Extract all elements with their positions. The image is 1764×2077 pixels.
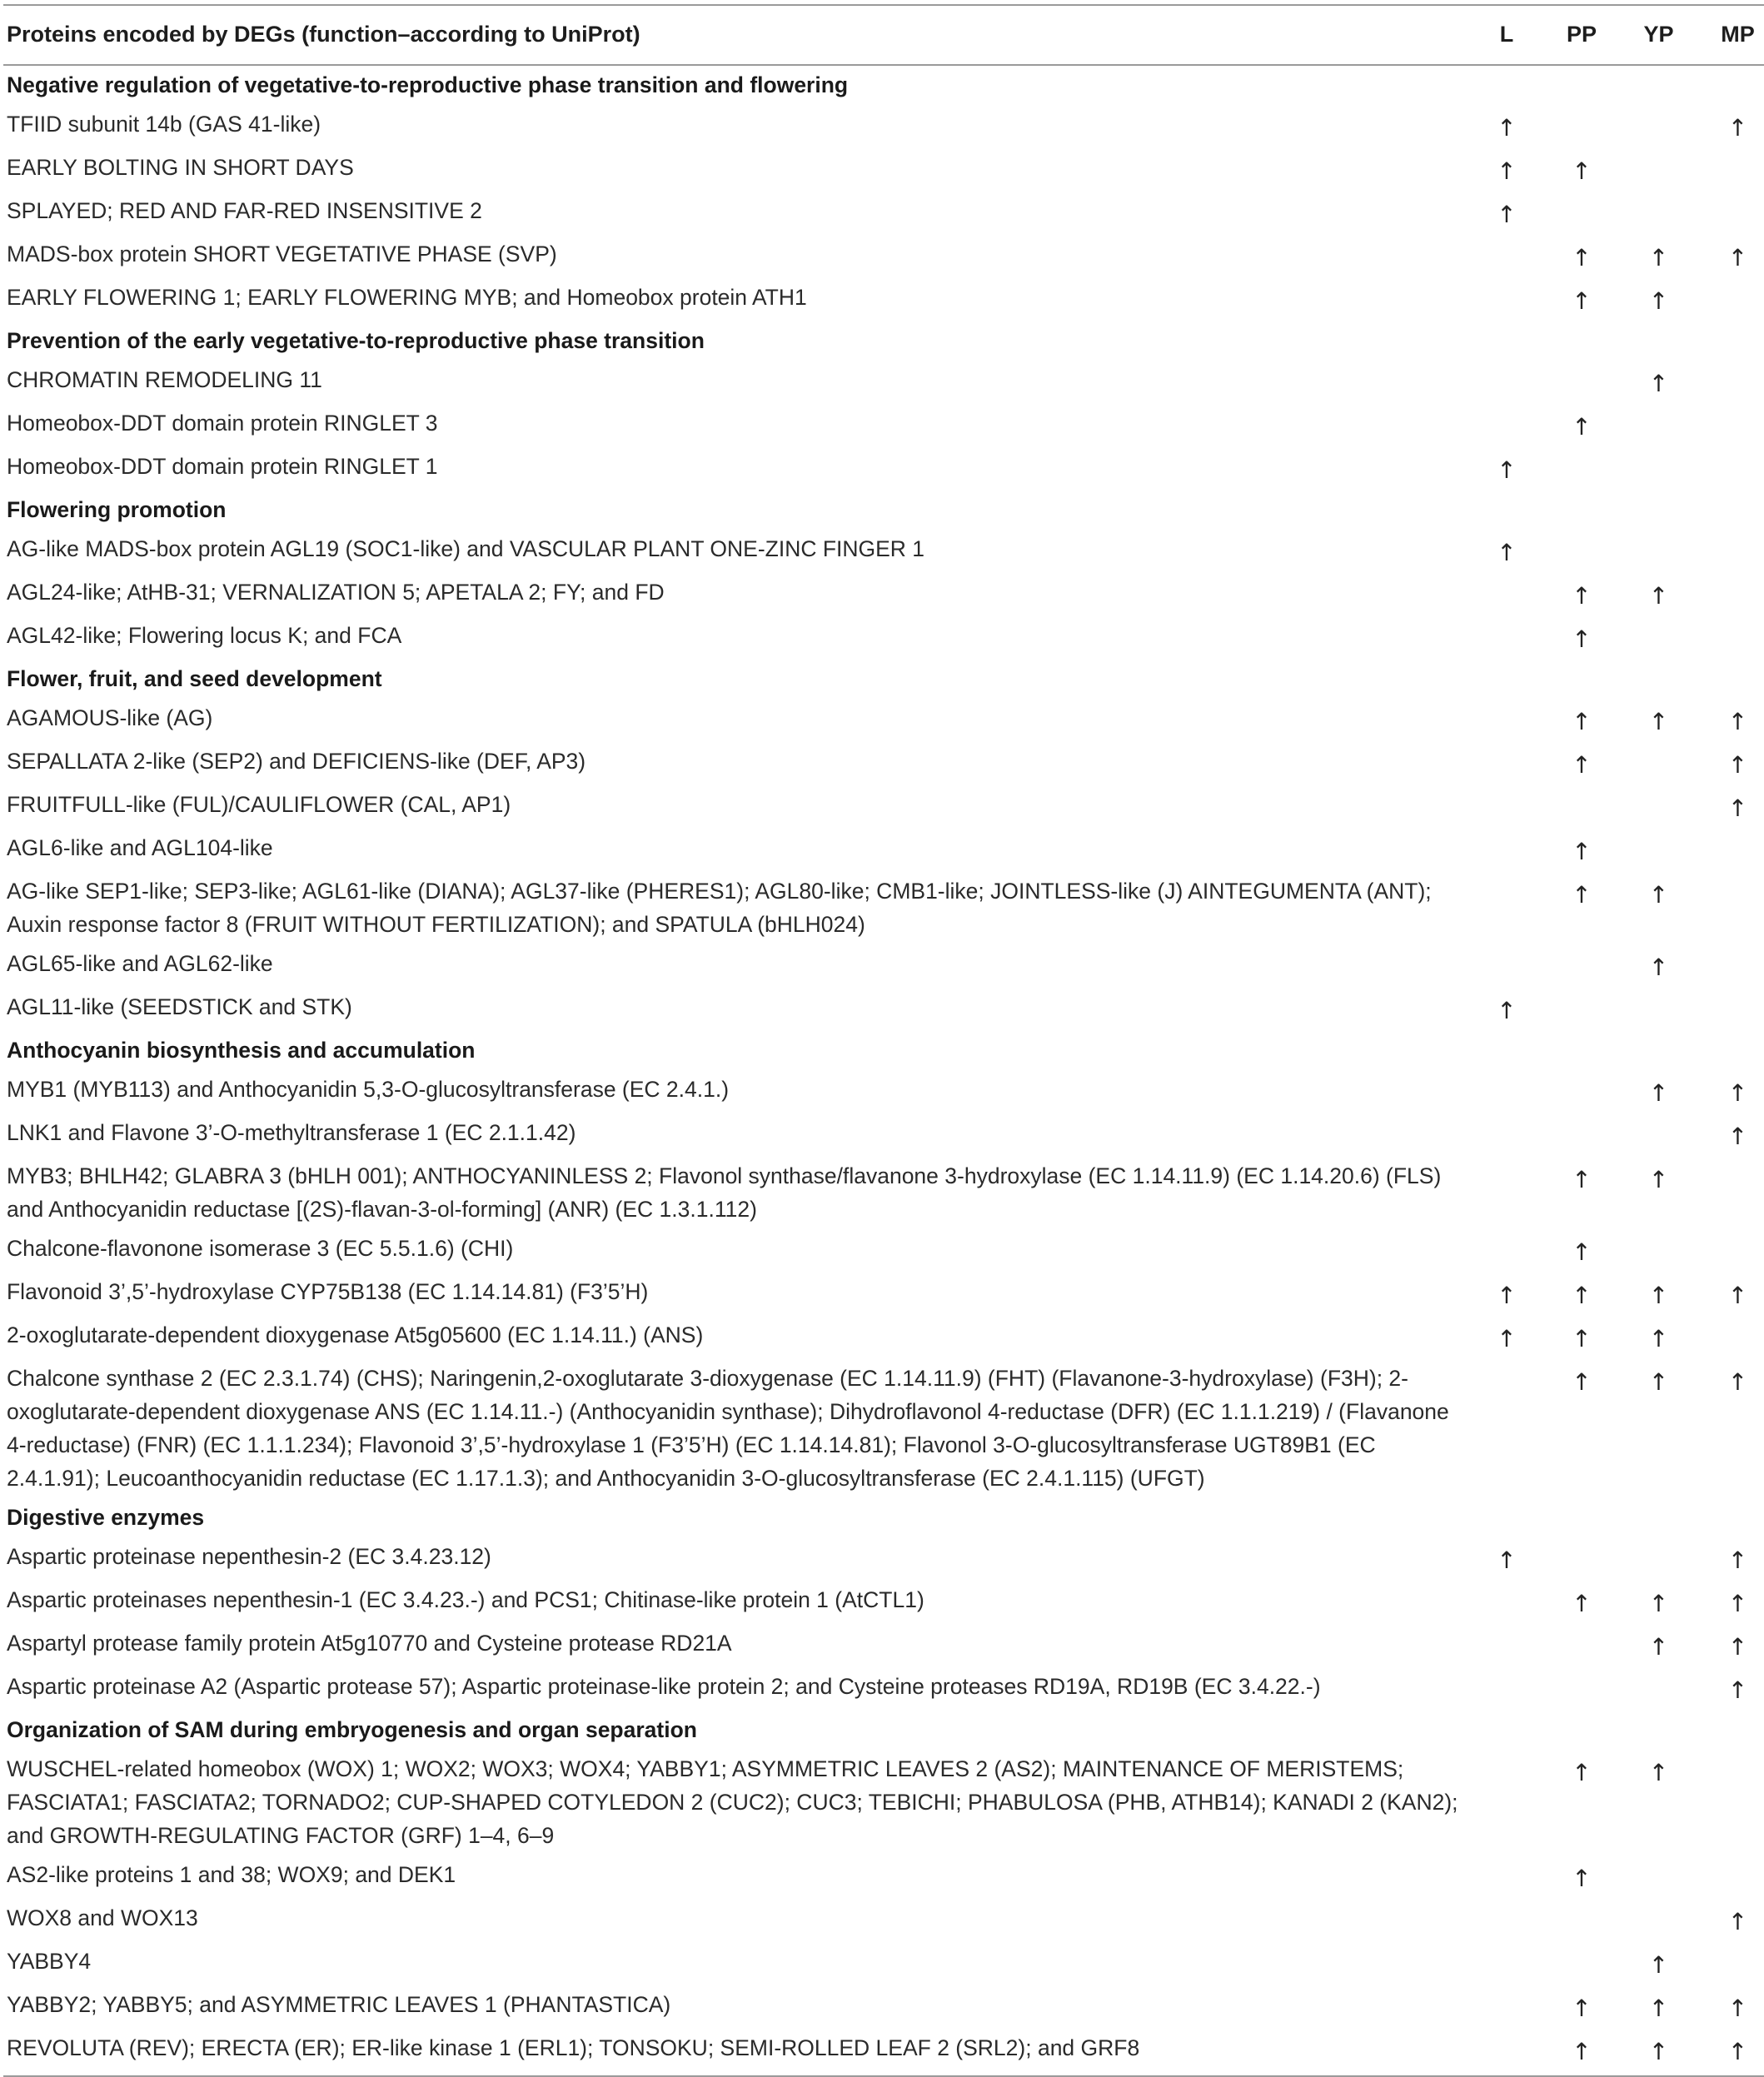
up-arrow-icon: ↑ <box>1572 1282 1592 1309</box>
mark-cell-mp <box>1698 988 1764 1031</box>
mark-cell-yp <box>1619 105 1698 148</box>
header-proteins: Proteins encoded by DEGs (function–according to UniProt) <box>3 5 1469 65</box>
mark-cell-mp <box>1698 447 1764 491</box>
mark-cell-l <box>1469 1942 1544 1985</box>
mark-cell-l <box>1469 361 1544 404</box>
protein-name-cell: LNK1 and Flavone 3’-O-methyltransferase 1 (EC 2.1.1.42) <box>7 1120 576 1145</box>
protein-name-cell: Flavonoid 3’,5’-hydroxylase CYP75B138 (EC 1.14.14.81) (F3’5’H) <box>7 1279 649 1304</box>
section-row <box>3 1711 1764 1750</box>
mark-cell-yp <box>1619 944 1698 988</box>
mark-cell-yp <box>1619 235 1698 278</box>
mark-cell-yp <box>1619 616 1698 660</box>
protein-name-cell: AGAMOUS-like (AG) <box>7 705 213 730</box>
table-row <box>3 1942 1764 1985</box>
mark-cell-pp <box>1544 1985 1619 2029</box>
up-arrow-icon: ↑ <box>1572 708 1592 735</box>
protein-name-cell: MYB1 (MYB113) and Anthocyanidin 5,3-O-glucosyltransferase (EC 2.4.1.) <box>7 1077 730 1102</box>
mark-cell-mp <box>1698 872 1764 944</box>
mark-cell-pp <box>1544 1667 1619 1711</box>
mark-cell-pp <box>1544 192 1619 235</box>
section-heading: Negative regulation of vegetative-to-reproductive phase transition and flowering <box>7 72 849 97</box>
mark-cell-mp <box>1698 1359 1764 1498</box>
mark-cell-pp <box>1544 785 1619 829</box>
up-arrow-icon: ↑ <box>1648 708 1669 735</box>
table-row <box>3 530 1764 573</box>
mark-cell-l <box>1469 1273 1544 1316</box>
mark-cell-yp <box>1619 1113 1698 1157</box>
table-row <box>3 148 1764 192</box>
mark-cell-l <box>1469 105 1544 148</box>
up-arrow-icon: ↑ <box>1727 708 1748 735</box>
up-arrow-icon: ↑ <box>1497 1547 1517 1574</box>
up-arrow-icon: ↑ <box>1572 244 1592 271</box>
up-arrow-icon: ↑ <box>1727 1547 1748 1574</box>
mark-cell-yp <box>1619 1537 1698 1581</box>
up-arrow-icon: ↑ <box>1572 1368 1592 1396</box>
mark-cell-mp <box>1698 1750 1764 1855</box>
mark-cell-yp <box>1619 1316 1698 1359</box>
mark-cell-mp <box>1698 785 1764 829</box>
mark-cell-pp <box>1544 742 1619 785</box>
mark-cell-l <box>1469 148 1544 192</box>
up-arrow-icon: ↑ <box>1572 287 1592 315</box>
up-arrow-icon: ↑ <box>1497 1325 1517 1352</box>
mark-cell-l <box>1469 1113 1544 1157</box>
table-row <box>3 1316 1764 1359</box>
protein-name-cell: Aspartic proteinase nepenthesin-2 (EC 3.4.23.12) <box>7 1544 491 1569</box>
mark-cell-mp <box>1698 361 1764 404</box>
mark-cell-pp <box>1544 988 1619 1031</box>
table-row <box>3 1537 1764 1581</box>
mark-cell-pp <box>1544 404 1619 447</box>
up-arrow-icon: ↑ <box>1727 114 1748 142</box>
mark-cell-pp <box>1544 1624 1619 1667</box>
up-arrow-icon: ↑ <box>1648 244 1669 271</box>
section-heading: Anthocyanin biosynthesis and accumulation <box>7 1038 476 1063</box>
up-arrow-icon: ↑ <box>1572 1238 1592 1266</box>
mark-cell-pp <box>1544 278 1619 321</box>
mark-cell-pp <box>1544 1899 1619 1942</box>
mark-cell-pp <box>1544 105 1619 148</box>
mark-cell-yp <box>1619 1624 1698 1667</box>
table-row <box>3 872 1764 944</box>
mark-cell-mp <box>1698 1855 1764 1899</box>
mark-cell-pp <box>1544 1316 1619 1359</box>
table-row <box>3 1359 1764 1498</box>
up-arrow-icon: ↑ <box>1497 997 1517 1024</box>
protein-name-cell: AGL42-like; Flowering locus K; and FCA <box>7 623 402 648</box>
table-row <box>3 944 1764 988</box>
protein-name-cell: FRUITFULL-like (FUL)/CAULIFLOWER (CAL, AP1) <box>7 792 511 817</box>
mark-cell-mp <box>1698 1985 1764 2029</box>
table-row <box>3 1229 1764 1273</box>
mark-cell-yp <box>1619 447 1698 491</box>
up-arrow-icon: ↑ <box>1648 1079 1669 1107</box>
up-arrow-icon: ↑ <box>1572 838 1592 865</box>
mark-cell-mp <box>1698 1581 1764 1624</box>
protein-name-cell: AGL65-like and AGL62-like <box>7 951 273 976</box>
mark-cell-yp <box>1619 404 1698 447</box>
protein-name-cell: WOX8 and WOX13 <box>7 1905 198 1930</box>
protein-name-cell: Chalcone-flavonone isomerase 3 (EC 5.5.1.6) (CHI) <box>7 1236 514 1261</box>
mark-cell-mp <box>1698 1316 1764 1359</box>
table-row <box>3 1667 1764 1711</box>
mark-cell-pp <box>1544 944 1619 988</box>
mark-cell-yp <box>1619 278 1698 321</box>
mark-cell-mp <box>1698 404 1764 447</box>
protein-name-cell: Chalcone synthase 2 (EC 2.3.1.74) (CHS); Naringenin,2-oxoglutarate 3-dioxygenase (EC 1.14.11.9) (FHT) (Flavanone-3-hydroxylase) (F3H); 2-oxoglutarate-dependent dioxygenase ANS (EC 1.14.11.-) (Anthocyanidin synthase); Dihydroflavonol 4-reductase (DFR) (EC 1.1.1.219) / (Flavanone 4-reductase) (FNR) (EC 1.1.1.234); Flavonoid 3’,5’-hydroxylase 1 (F3’5’H) (EC 1.14.14.81); Flavonol 3-O-glucosyltransferase UGT89B1 (EC 2.4.1.91); Leucoanthocyanidin reductase (EC 1.17.1.3); and Anthocyanidin 3-O-glucosyltransferase (EC 2.4.1.115) (UFGT) <box>7 1366 1449 1491</box>
mark-cell-l <box>1469 829 1544 872</box>
mark-cell-l <box>1469 235 1544 278</box>
protein-name-cell: CHROMATIN REMODELING 11 <box>7 367 322 392</box>
table-row <box>3 699 1764 742</box>
table-row <box>3 105 1764 148</box>
section-row <box>3 660 1764 699</box>
table-row <box>3 1113 1764 1157</box>
mark-cell-l <box>1469 1581 1544 1624</box>
mark-cell-mp <box>1698 616 1764 660</box>
mark-cell-yp <box>1619 1750 1698 1855</box>
up-arrow-icon: ↑ <box>1727 1590 1748 1617</box>
up-arrow-icon: ↑ <box>1572 1759 1592 1786</box>
mark-cell-mp <box>1698 1942 1764 1985</box>
mark-cell-l <box>1469 573 1544 616</box>
up-arrow-icon: ↑ <box>1727 2038 1748 2065</box>
table-row <box>3 192 1764 235</box>
up-arrow-icon: ↑ <box>1572 1166 1592 1193</box>
mark-cell-mp <box>1698 235 1764 278</box>
header-yp: YP <box>1619 5 1698 65</box>
mark-cell-l <box>1469 944 1544 988</box>
up-arrow-icon: ↑ <box>1572 413 1592 441</box>
mark-cell-mp <box>1698 829 1764 872</box>
section-heading: Flowering promotion <box>7 497 227 522</box>
protein-name-cell: AGL24-like; AtHB-31; VERNALIZATION 5; APETALA 2; FY; and FD <box>7 580 665 605</box>
mark-cell-mp <box>1698 105 1764 148</box>
mark-cell-l <box>1469 1157 1544 1229</box>
mark-cell-yp <box>1619 361 1698 404</box>
up-arrow-icon: ↑ <box>1648 1325 1669 1352</box>
mark-cell-pp <box>1544 1581 1619 1624</box>
section-heading: Prevention of the early vegetative-to-reproductive phase transition <box>7 328 705 353</box>
mark-cell-pp <box>1544 361 1619 404</box>
up-arrow-icon: ↑ <box>1648 1590 1669 1617</box>
table-row <box>3 235 1764 278</box>
mark-cell-pp <box>1544 2029 1619 2076</box>
mark-cell-l <box>1469 1985 1544 2029</box>
mark-cell-yp <box>1619 1899 1698 1942</box>
up-arrow-icon: ↑ <box>1648 1995 1669 2022</box>
mark-cell-mp <box>1698 1070 1764 1113</box>
up-arrow-icon: ↑ <box>1497 1282 1517 1309</box>
mark-cell-mp <box>1698 1624 1764 1667</box>
mark-cell-pp <box>1544 1113 1619 1157</box>
mark-cell-yp <box>1619 1942 1698 1985</box>
up-arrow-icon: ↑ <box>1648 2038 1669 2065</box>
mark-cell-pp <box>1544 829 1619 872</box>
up-arrow-icon: ↑ <box>1572 1995 1592 2022</box>
mark-cell-pp <box>1544 573 1619 616</box>
up-arrow-icon: ↑ <box>1648 954 1669 981</box>
mark-cell-pp <box>1544 616 1619 660</box>
protein-name-cell: AG-like MADS-box protein AGL19 (SOC1-like) and VASCULAR PLANT ONE-ZINC FINGER 1 <box>7 536 925 561</box>
protein-name-cell: AS2-like proteins 1 and 38; WOX9; and DEK1 <box>7 1862 456 1887</box>
protein-name-cell: MADS-box protein SHORT VEGETATIVE PHASE (SVP) <box>7 242 557 266</box>
mark-cell-mp <box>1698 1229 1764 1273</box>
header-l: L <box>1469 5 1544 65</box>
up-arrow-icon: ↑ <box>1497 539 1517 566</box>
protein-name-cell: 2-oxoglutarate-dependent dioxygenase At5g05600 (EC 1.14.11.) (ANS) <box>7 1322 704 1347</box>
mark-cell-mp <box>1698 742 1764 785</box>
mark-cell-mp <box>1698 278 1764 321</box>
table-row <box>3 404 1764 447</box>
protein-name-cell: REVOLUTA (REV); ERECTA (ER); ER-like kinase 1 (ERL1); TONSOKU; SEMI-ROLLED LEAF 2 (SRL2); and GRF8 <box>3 2029 1469 2076</box>
up-arrow-icon: ↑ <box>1727 751 1748 779</box>
protein-name-cell: Aspartic proteinases nepenthesin-1 (EC 3.4.23.-) and PCS1; Chitinase-like protein 1 (AtCTL1) <box>7 1587 924 1612</box>
mark-cell-yp <box>1619 2029 1698 2076</box>
mark-cell-l <box>1469 1667 1544 1711</box>
table-row <box>3 1157 1764 1229</box>
mark-cell-pp <box>1544 872 1619 944</box>
up-arrow-icon: ↑ <box>1572 1590 1592 1617</box>
deg-protein-table <box>3 4 1764 2077</box>
up-arrow-icon: ↑ <box>1727 1079 1748 1107</box>
up-arrow-icon: ↑ <box>1572 625 1592 653</box>
mark-cell-yp <box>1619 148 1698 192</box>
table-row <box>3 278 1764 321</box>
mark-cell-yp <box>1619 785 1698 829</box>
mark-cell-pp <box>1544 1537 1619 1581</box>
section-heading: Flower, fruit, and seed development <box>7 666 382 691</box>
up-arrow-icon: ↑ <box>1727 244 1748 271</box>
up-arrow-icon: ↑ <box>1497 114 1517 142</box>
mark-cell-yp <box>1619 699 1698 742</box>
table-row <box>3 573 1764 616</box>
header-mp: MP <box>1698 5 1764 65</box>
mark-cell-yp <box>1619 1581 1698 1624</box>
up-arrow-icon: ↑ <box>1572 2038 1592 2065</box>
mark-cell-l <box>1469 872 1544 944</box>
protein-name-cell: Homeobox-DDT domain protein RINGLET 3 <box>7 411 438 436</box>
mark-cell-l <box>1469 447 1544 491</box>
table-row <box>3 1624 1764 1667</box>
section-row <box>3 1031 1764 1070</box>
mark-cell-pp <box>1544 148 1619 192</box>
up-arrow-icon: ↑ <box>1727 1995 1748 2022</box>
up-arrow-icon: ↑ <box>1572 582 1592 610</box>
mark-cell-l <box>1469 404 1544 447</box>
up-arrow-icon: ↑ <box>1572 1865 1592 1892</box>
up-arrow-icon: ↑ <box>1727 794 1748 822</box>
up-arrow-icon: ↑ <box>1727 1123 1748 1150</box>
mark-cell-yp <box>1619 1229 1698 1273</box>
mark-cell-pp <box>1544 1229 1619 1273</box>
mark-cell-yp <box>1619 742 1698 785</box>
table-row <box>3 1273 1764 1316</box>
protein-name-cell: Aspartic proteinase A2 (Aspartic protease 57); Aspartic proteinase-like protein 2; and Cysteine proteases RD19A, RD19B (EC 3.4.22.-) <box>7 1674 1321 1699</box>
table-row <box>3 785 1764 829</box>
protein-name-cell: Homeobox-DDT domain protein RINGLET 1 <box>7 454 438 479</box>
mark-cell-mp <box>1698 148 1764 192</box>
mark-cell-mp <box>1698 530 1764 573</box>
section-row <box>3 321 1764 361</box>
mark-cell-mp <box>1698 1273 1764 1316</box>
protein-name-cell: SPLAYED; RED AND FAR-RED INSENSITIVE 2 <box>7 198 482 223</box>
table-row <box>3 361 1764 404</box>
up-arrow-icon: ↑ <box>1572 157 1592 185</box>
mark-cell-pp <box>1544 699 1619 742</box>
mark-cell-yp <box>1619 872 1698 944</box>
up-arrow-icon: ↑ <box>1727 1282 1748 1309</box>
table-row <box>3 1581 1764 1624</box>
section-heading: Organization of SAM during embryogenesis and organ separation <box>7 1717 697 1742</box>
header-row <box>3 5 1764 65</box>
section-row <box>3 1498 1764 1537</box>
mark-cell-l <box>1469 1624 1544 1667</box>
mark-cell-yp <box>1619 1855 1698 1899</box>
mark-cell-pp <box>1544 1750 1619 1855</box>
table-row <box>3 742 1764 785</box>
protein-name-cell: WUSCHEL-related homeobox (WOX) 1; WOX2; WOX3; WOX4; YABBY1; ASYMMETRIC LEAVES 2 (AS2); MAINTENANCE OF MERISTEMS; FASCIATA1; FASCIATA2; TORNADO2; CUP-SHAPED COTYLEDON 2 (CUC2); CUC3; TEBICHI; PHABULOSA (PHB, ATHB14); KANADI 2 (KAN2); and GROWTH-REGULATING FACTOR (GRF) 1–4, 6–9 <box>7 1756 1458 1848</box>
mark-cell-pp <box>1544 530 1619 573</box>
up-arrow-icon: ↑ <box>1648 881 1669 909</box>
mark-cell-l <box>1469 278 1544 321</box>
protein-name-cell: YABBY2; YABBY5; and ASYMMETRIC LEAVES 1 (PHANTASTICA) <box>7 1992 671 2017</box>
mark-cell-l <box>1469 192 1544 235</box>
up-arrow-icon: ↑ <box>1572 1325 1592 1352</box>
protein-name-cell: SEPALLATA 2-like (SEP2) and DEFICIENS-like (DEF, AP3) <box>7 749 586 774</box>
mark-cell-yp <box>1619 573 1698 616</box>
up-arrow-icon: ↑ <box>1497 456 1517 484</box>
table-row <box>3 447 1764 491</box>
up-arrow-icon: ↑ <box>1648 287 1669 315</box>
mark-cell-mp <box>1698 944 1764 988</box>
section-heading: Digestive enzymes <box>7 1505 205 1530</box>
mark-cell-l <box>1469 530 1544 573</box>
mark-cell-yp <box>1619 1273 1698 1316</box>
up-arrow-icon: ↑ <box>1648 370 1669 397</box>
mark-cell-l <box>1469 1537 1544 1581</box>
up-arrow-icon: ↑ <box>1648 1633 1669 1661</box>
mark-cell-l <box>1469 1070 1544 1113</box>
mark-cell-pp <box>1544 447 1619 491</box>
header-pp: PP <box>1544 5 1619 65</box>
protein-name-cell: Aspartyl protease family protein At5g10770 and Cysteine protease RD21A <box>7 1631 732 1656</box>
protein-name-cell: EARLY BOLTING IN SHORT DAYS <box>7 155 354 180</box>
mark-cell-pp <box>1544 1157 1619 1229</box>
mark-cell-mp <box>1698 1113 1764 1157</box>
mark-cell-l <box>1469 1899 1544 1942</box>
mark-cell-pp <box>1544 235 1619 278</box>
section-row <box>3 65 1764 105</box>
mark-cell-yp <box>1619 192 1698 235</box>
mark-cell-l <box>1469 2029 1544 2076</box>
mark-cell-yp <box>1619 1985 1698 2029</box>
mark-cell-l <box>1469 1229 1544 1273</box>
protein-name-cell: TFIID subunit 14b (GAS 41-like) <box>7 112 321 137</box>
up-arrow-icon: ↑ <box>1727 1368 1748 1396</box>
protein-name-cell: AG-like SEP1-like; SEP3-like; AGL61-like (DIANA); AGL37-like (PHERES1); AGL80-like; CMB1-like; JOINTLESS-like (J) AINTEGUMENTA (ANT); Auxin response factor 8 (FRUIT WITHOUT FERTILIZATION); and SPATULA (bHLH024) <box>7 879 1432 937</box>
protein-name-cell: AGL6-like and AGL104-like <box>7 835 273 860</box>
mark-cell-mp <box>1698 192 1764 235</box>
up-arrow-icon: ↑ <box>1648 1368 1669 1396</box>
up-arrow-icon: ↑ <box>1648 1282 1669 1309</box>
mark-cell-l <box>1469 1359 1544 1498</box>
mark-cell-pp <box>1544 1942 1619 1985</box>
mark-cell-yp <box>1619 1157 1698 1229</box>
up-arrow-icon: ↑ <box>1727 1633 1748 1661</box>
mark-cell-l <box>1469 785 1544 829</box>
mark-cell-l <box>1469 1316 1544 1359</box>
section-row <box>3 491 1764 530</box>
table-body <box>3 65 1764 2076</box>
mark-cell-mp <box>1698 573 1764 616</box>
up-arrow-icon: ↑ <box>1497 157 1517 185</box>
mark-cell-mp <box>1698 1157 1764 1229</box>
mark-cell-mp <box>1698 1537 1764 1581</box>
table-row <box>3 988 1764 1031</box>
table-row <box>3 1750 1764 1855</box>
mark-cell-pp <box>1544 1070 1619 1113</box>
mark-cell-mp <box>1698 1899 1764 1942</box>
mark-cell-l <box>1469 742 1544 785</box>
mark-cell-mp <box>1698 1667 1764 1711</box>
protein-name-cell: AGL11-like (SEEDSTICK and STK) <box>7 994 352 1019</box>
table-header <box>3 5 1764 65</box>
up-arrow-icon: ↑ <box>1497 201 1517 228</box>
up-arrow-icon: ↑ <box>1727 1676 1748 1704</box>
mark-cell-yp <box>1619 829 1698 872</box>
mark-cell-yp <box>1619 988 1698 1031</box>
table-row <box>3 1855 1764 1899</box>
mark-cell-yp <box>1619 1070 1698 1113</box>
up-arrow-icon: ↑ <box>1648 1759 1669 1786</box>
up-arrow-icon: ↑ <box>1572 881 1592 909</box>
mark-cell-l <box>1469 988 1544 1031</box>
mark-cell-mp <box>1698 699 1764 742</box>
up-arrow-icon: ↑ <box>1727 1908 1748 1935</box>
mark-cell-l <box>1469 1855 1544 1899</box>
mark-cell-yp <box>1619 530 1698 573</box>
table-row <box>3 829 1764 872</box>
table-row <box>3 2029 1764 2076</box>
protein-name-cell: EARLY FLOWERING 1; EARLY FLOWERING MYB; and Homeobox protein ATH1 <box>7 285 807 310</box>
mark-cell-l <box>1469 699 1544 742</box>
mark-cell-pp <box>1544 1273 1619 1316</box>
up-arrow-icon: ↑ <box>1572 751 1592 779</box>
mark-cell-pp <box>1544 1855 1619 1899</box>
table-row <box>3 616 1764 660</box>
up-arrow-icon: ↑ <box>1648 582 1669 610</box>
up-arrow-icon: ↑ <box>1648 1166 1669 1193</box>
mark-cell-yp <box>1619 1359 1698 1498</box>
table-row <box>3 1899 1764 1942</box>
up-arrow-icon: ↑ <box>1648 1951 1669 1979</box>
mark-cell-mp <box>1698 2029 1764 2076</box>
mark-cell-pp <box>1544 1359 1619 1498</box>
table-row <box>3 1070 1764 1113</box>
protein-name-cell: MYB3; BHLH42; GLABRA 3 (bHLH 001); ANTHOCYANINLESS 2; Flavonol synthase/flavanone 3-hydroxylase (EC 1.14.11.9) (EC 1.14.20.6) (FLS) and Anthocyanidin reductase [(2S)-flavan-3-ol-forming] (ANR) (EC 1.3.1.112) <box>7 1163 1442 1222</box>
mark-cell-l <box>1469 616 1544 660</box>
protein-name-cell: YABBY4 <box>7 1949 92 1974</box>
mark-cell-yp <box>1619 1667 1698 1711</box>
mark-cell-l <box>1469 1750 1544 1855</box>
table-row <box>3 1985 1764 2029</box>
